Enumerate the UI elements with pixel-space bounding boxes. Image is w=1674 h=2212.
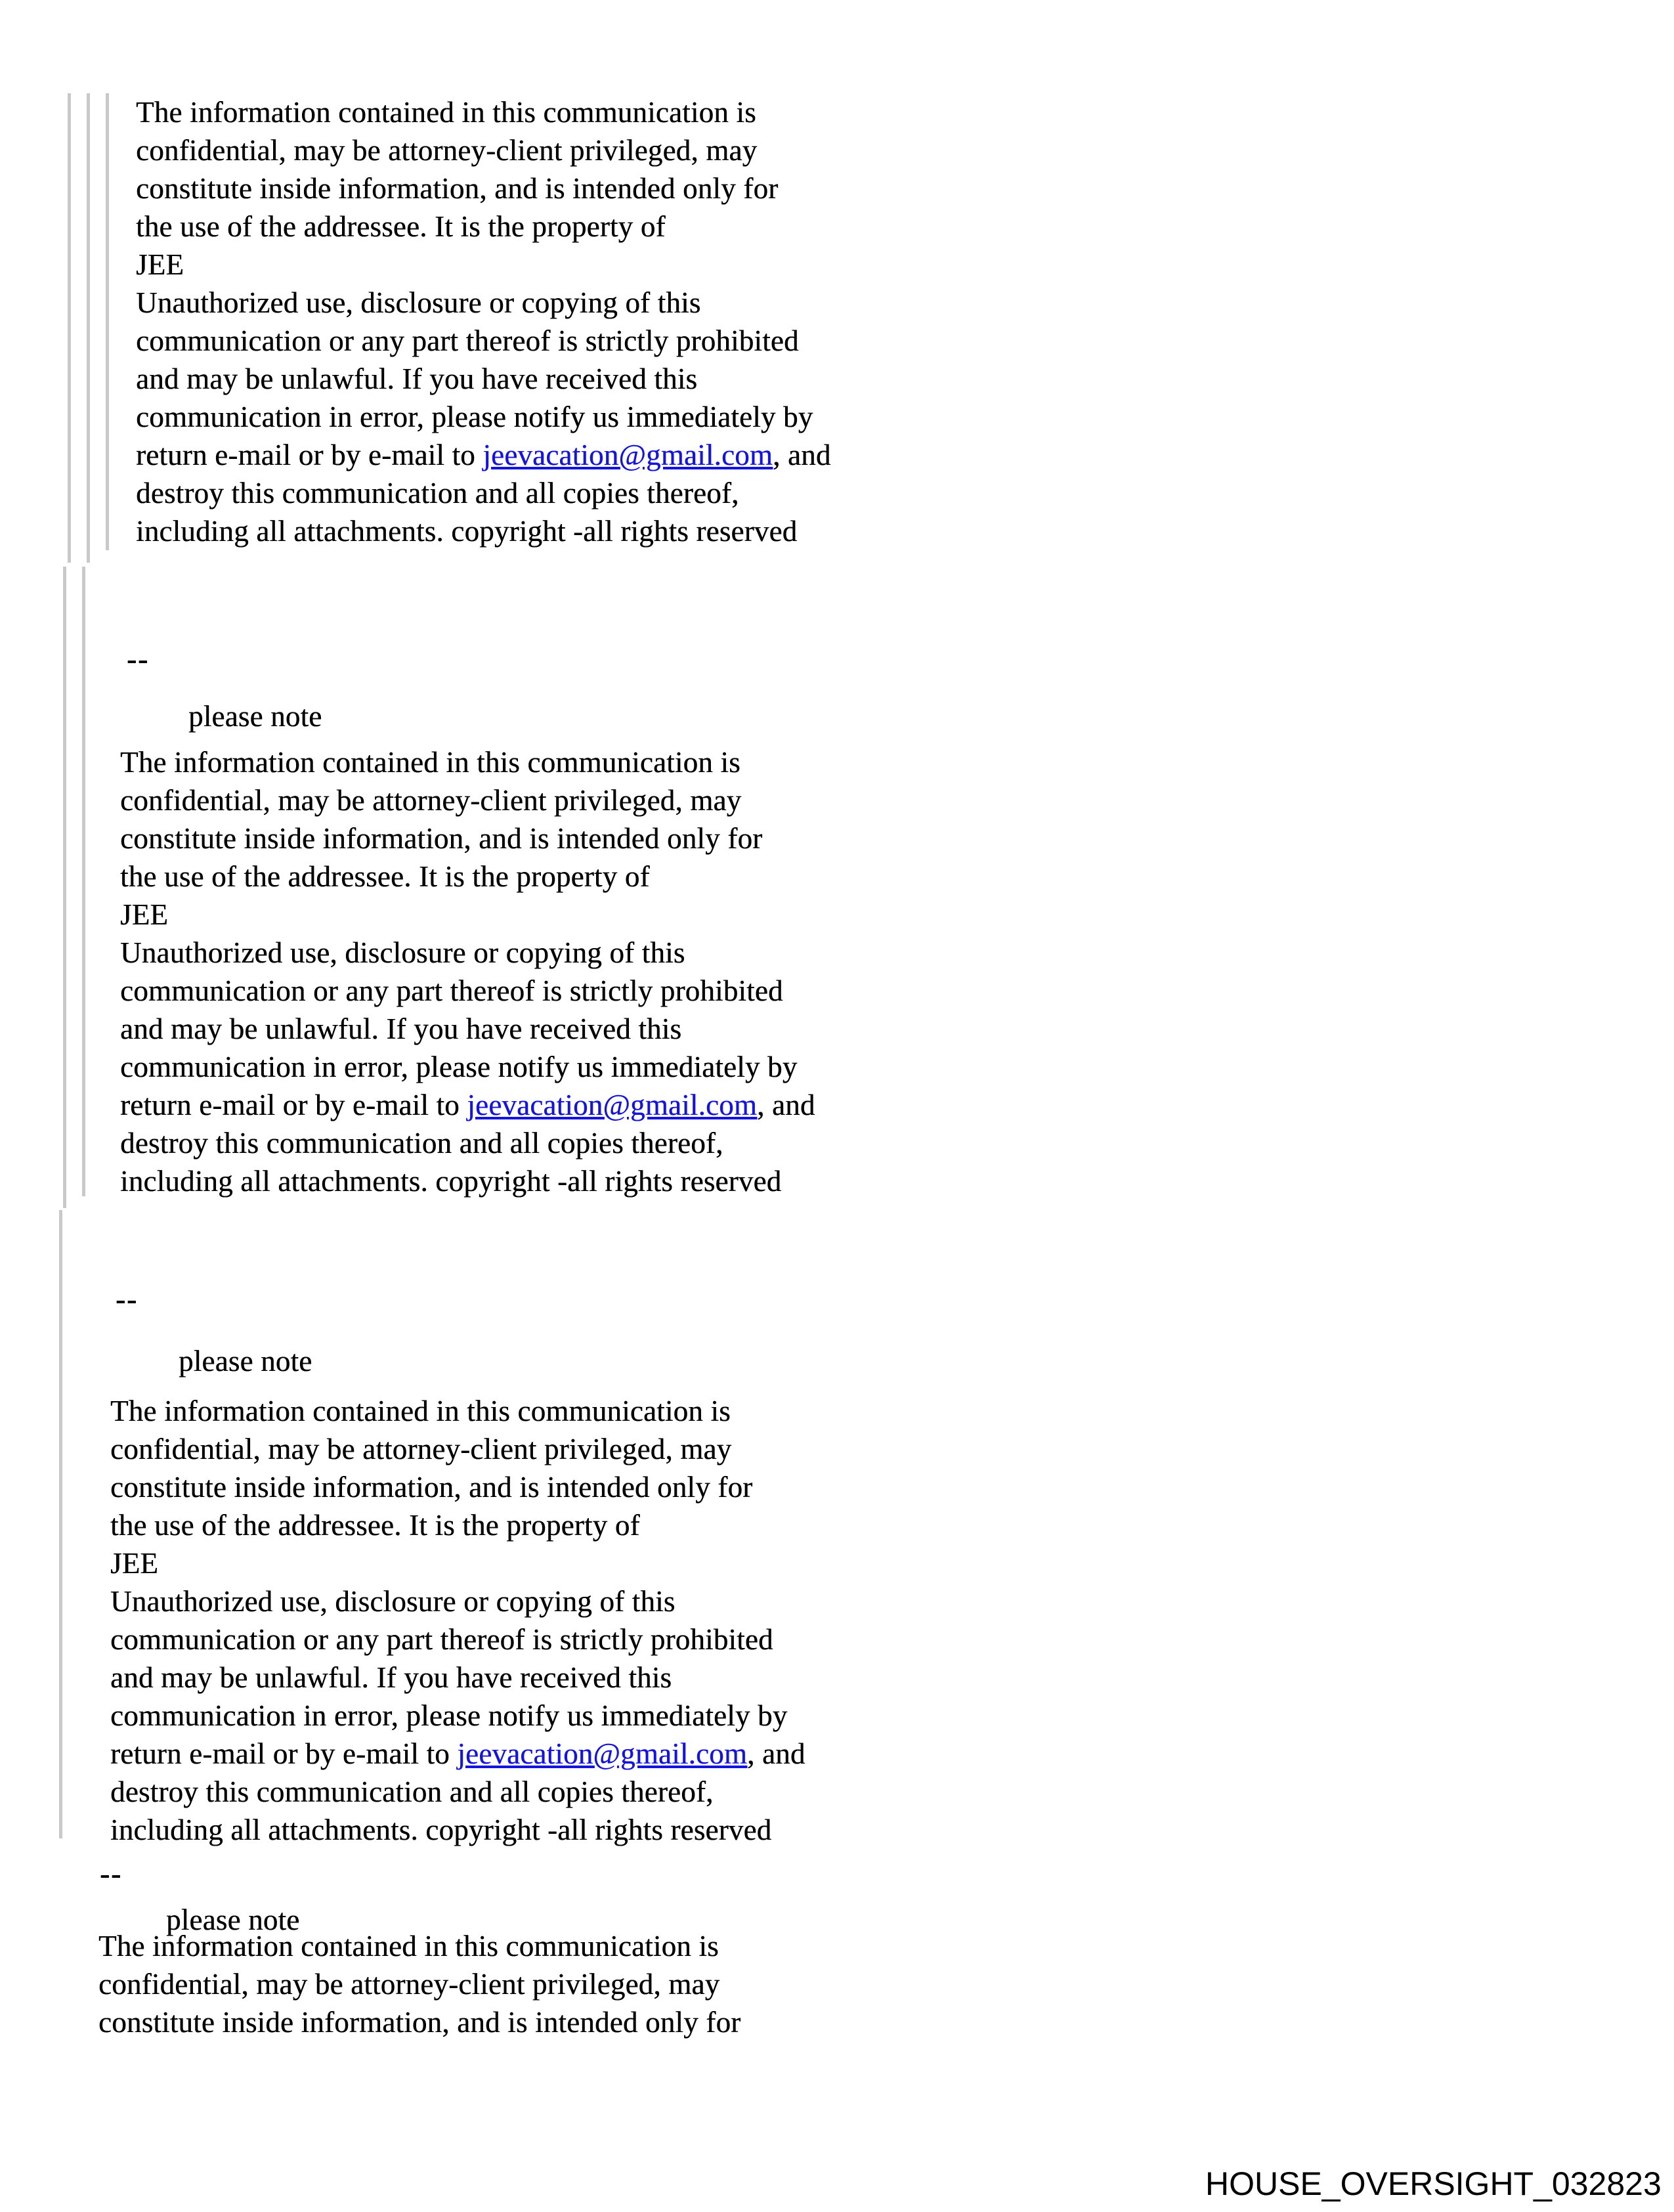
- disclaimer-line: JEE: [110, 1547, 159, 1580]
- disclaimer-line: confidential, may be attorney-client privileged, may: [136, 134, 758, 167]
- disclaimer-line: Unauthorized use, disclosure or copying of this: [120, 936, 685, 969]
- quoted-disclaimer-block-3: [110, 1392, 805, 1849]
- disclaimer-line: communication in error, please notify us immediately by: [136, 401, 813, 433]
- disclaimer-block-4: [98, 1927, 740, 2041]
- disclaimer-line: including all attachments. copyright -all rights reserved: [136, 515, 798, 548]
- disclaimer-line: communication or any part thereof is strictly prohibited: [120, 974, 783, 1007]
- disclaimer-line: JEE: [120, 898, 169, 931]
- disclaimer-line: The information contained in this communication is: [120, 746, 740, 779]
- please-note-label: please note: [166, 1903, 300, 1936]
- disclaimer-line: constitute inside information, and is intended only for: [110, 1471, 753, 1504]
- disclaimer-line: confidential, may be attorney-client privileged, may: [110, 1433, 732, 1465]
- disclaimer-line: destroy this communication and all copies thereof,: [120, 1127, 723, 1160]
- disclaimer-line: Unauthorized use, disclosure or copying of this: [136, 286, 701, 319]
- quote-bar: [68, 93, 71, 563]
- disclaimer-line: and may be unlawful. If you have received this: [136, 362, 698, 395]
- disclaimer-line: communication or any part thereof is strictly prohibited: [136, 324, 799, 357]
- email-link[interactable]: jeevacation@gmail.com: [467, 1089, 758, 1121]
- disclaimer-link-line: [136, 436, 831, 474]
- signature-separator-dashes: --: [100, 1857, 122, 1890]
- please-note-label: please note: [179, 1345, 312, 1377]
- bates-number: HOUSE_OVERSIGHT_032823: [1205, 2165, 1662, 2202]
- disclaimer-line: the use of the addressee. It is the property of: [120, 860, 650, 893]
- quote-bar: [106, 93, 109, 550]
- disclaimer-line: the use of the addressee. It is the property of: [136, 210, 666, 243]
- signature-separator-dashes: --: [116, 1283, 138, 1316]
- disclaimer-line: communication in error, please notify us immediately by: [110, 1699, 788, 1732]
- signature-separator-dashes: --: [127, 643, 149, 676]
- disclaimer-line: constitute inside information, and is intended only for: [98, 2006, 741, 2039]
- disclaimer-line: and may be unlawful. If you have received this: [110, 1661, 672, 1694]
- quote-bar: [63, 567, 66, 1208]
- email-link[interactable]: jeevacation@gmail.com: [483, 439, 773, 471]
- disclaimer-link-line: [110, 1735, 805, 1773]
- disclaimer-line: destroy this communication and all copies thereof,: [136, 477, 739, 510]
- disclaimer-line: Unauthorized use, disclosure or copying of this: [110, 1585, 676, 1618]
- disclaimer-line: confidential, may be attorney-client privileged, may: [120, 784, 742, 817]
- disclaimer-line: constitute inside information, and is intended only for: [120, 822, 763, 855]
- quote-bar: [82, 567, 85, 1196]
- please-note-label: please note: [188, 700, 322, 733]
- disclaimer-line: The information contained in this communication is: [98, 1930, 719, 1963]
- link-line-prefix: return e-mail or by e-mail to: [110, 1737, 458, 1770]
- disclaimer-line: The information contained in this communication is: [110, 1395, 731, 1427]
- disclaimer-line: confidential, may be attorney-client privileged, may: [98, 1968, 720, 2001]
- link-line-suffix: , and: [773, 439, 831, 471]
- disclaimer-line: including all attachments. copyright -all rights reserved: [120, 1165, 782, 1198]
- disclaimer-line: including all attachments. copyright -all rights reserved: [110, 1813, 772, 1846]
- disclaimer-line: communication or any part thereof is strictly prohibited: [110, 1623, 773, 1656]
- disclaimer-line: the use of the addressee. It is the property of: [110, 1509, 640, 1542]
- quoted-disclaimer-block-2: [120, 743, 815, 1200]
- quote-bar: [59, 1210, 62, 1838]
- disclaimer-line: JEE: [136, 248, 184, 281]
- disclaimer-line: The information contained in this communication is: [136, 96, 756, 129]
- disclaimer-line: and may be unlawful. If you have received this: [120, 1012, 682, 1045]
- link-line-suffix: , and: [747, 1737, 805, 1770]
- disclaimer-line: communication in error, please notify us immediately by: [120, 1051, 798, 1083]
- email-link[interactable]: jeevacation@gmail.com: [457, 1737, 748, 1770]
- disclaimer-line: constitute inside information, and is intended only for: [136, 172, 779, 205]
- disclaimer-link-line: [120, 1086, 815, 1124]
- quote-bar: [87, 93, 90, 563]
- link-line-prefix: return e-mail or by e-mail to: [120, 1089, 467, 1121]
- link-line-prefix: return e-mail or by e-mail to: [136, 439, 483, 471]
- quoted-disclaimer-block-1: [136, 93, 831, 550]
- disclaimer-line: destroy this communication and all copies thereof,: [110, 1775, 714, 1808]
- link-line-suffix: , and: [757, 1089, 815, 1121]
